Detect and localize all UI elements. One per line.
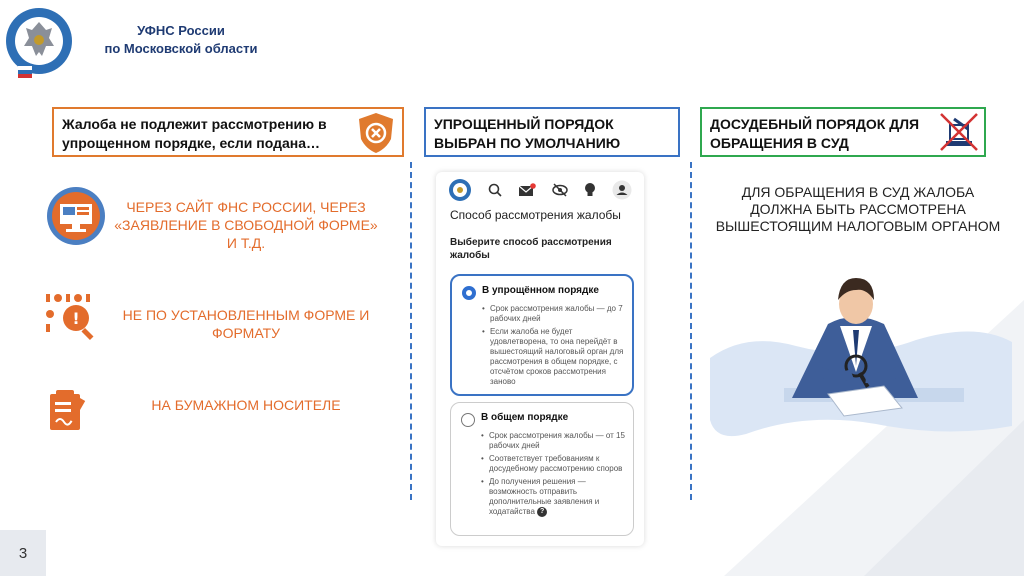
phone-screenshot bbox=[436, 172, 644, 546]
separator-right bbox=[690, 162, 692, 500]
mail-icon[interactable] bbox=[518, 183, 536, 197]
radio-selected[interactable] bbox=[462, 286, 476, 300]
paper-form-icon bbox=[46, 388, 96, 432]
option-general[interactable] bbox=[450, 402, 634, 536]
org-name-line1: УФНС России bbox=[137, 23, 225, 38]
option-simplified[interactable] bbox=[450, 274, 634, 396]
green-box-text: ДОСУДЕБНЫЙ ПОРЯДОК ДЛЯ ОБРАЩЕНИЯ В СУД bbox=[710, 116, 920, 151]
document-error-icon bbox=[44, 290, 100, 342]
fns-emblem-logo bbox=[4, 6, 74, 78]
right-description: ДЛЯ ОБРАЩЕНИЯ В СУД ЖАЛОБА ДОЛЖНА БЫТЬ РАССМОТРЕНА ВЫШЕСТОЯЩИМ НАЛОГОВЫМ ОРГАНОМ bbox=[715, 184, 1001, 234]
list-item-text: До получения решения — возможность отправить дополнительные заявления и ходатайства bbox=[489, 477, 600, 517]
court-crossed-icon bbox=[938, 111, 980, 153]
blue-box-text: УПРОЩЕННЫЙ ПОРЯДОК ВЫБРАН ПО УМОЛЧАНИЮ bbox=[434, 116, 621, 151]
phone-section-subtitle: Выберите способ рассмотрения жалобы bbox=[450, 237, 612, 261]
phone-section-title: Способ рассмотрения жалобы bbox=[450, 208, 621, 222]
svg-text:!: ! bbox=[72, 309, 80, 328]
left-item-3-text: НА БУМАЖНОМ НОСИТЕЛЕ bbox=[151, 397, 341, 413]
help-icon[interactable]: ? bbox=[537, 507, 547, 517]
list-item: • Срок рассмотрения жалобы — от 15 рабочих дней bbox=[481, 431, 629, 451]
green-header-box bbox=[700, 107, 986, 157]
search-icon[interactable] bbox=[488, 183, 502, 197]
page-number: 3 bbox=[0, 530, 46, 576]
blue-header-box bbox=[424, 107, 680, 157]
left-item-2-text: НЕ ПО УСТАНОВЛЕННЫМ ФОРМЕ И ФОРМАТУ bbox=[122, 307, 370, 341]
profile-avatar-icon[interactable] bbox=[612, 180, 632, 200]
fns-app-logo-icon bbox=[448, 178, 472, 202]
tax-inspector-illustration bbox=[706, 262, 1016, 458]
list-item: • Срок рассмотрения жалобы — до 7 рабочих дней bbox=[482, 304, 630, 324]
option-general-bullets bbox=[481, 431, 629, 520]
option-simplified-title: В упрощённом порядке bbox=[482, 285, 599, 296]
organization-title bbox=[96, 22, 266, 58]
orange-box-text: Жалоба не подлежит рассмотрению в упрощенном порядке, если подана… bbox=[62, 116, 327, 151]
radio-unselected[interactable] bbox=[461, 413, 475, 427]
shield-cross-icon bbox=[356, 111, 396, 155]
list-item: • Если жалоба не будет удовлетворена, то она перейдёт в вышестоящий налоговый орган для рассмотрения в общем порядке, с отсчётом сроков рассмотрения заново bbox=[482, 327, 630, 387]
option-general-title: В общем порядке bbox=[481, 412, 569, 423]
lightbulb-icon[interactable] bbox=[584, 182, 596, 198]
phone-topbar bbox=[436, 172, 644, 208]
separator-left bbox=[410, 162, 412, 500]
list-item bbox=[481, 477, 629, 517]
left-item-1-text: ЧЕРЕЗ САЙТ ФНС РОССИИ, ЧЕРЕЗ «ЗАЯВЛЕНИЕ В СВОБОДНОЙ ФОРМЕ» И Т.Д. bbox=[114, 199, 378, 251]
org-name-line2: по Московской области bbox=[104, 41, 258, 56]
computer-icon bbox=[46, 186, 106, 246]
visibility-off-icon[interactable] bbox=[552, 183, 568, 197]
orange-header-box bbox=[52, 107, 404, 157]
option-simplified-bullets bbox=[482, 304, 630, 390]
list-item: • Соответствует требованиям к досудебному рассмотрению споров bbox=[481, 454, 629, 474]
